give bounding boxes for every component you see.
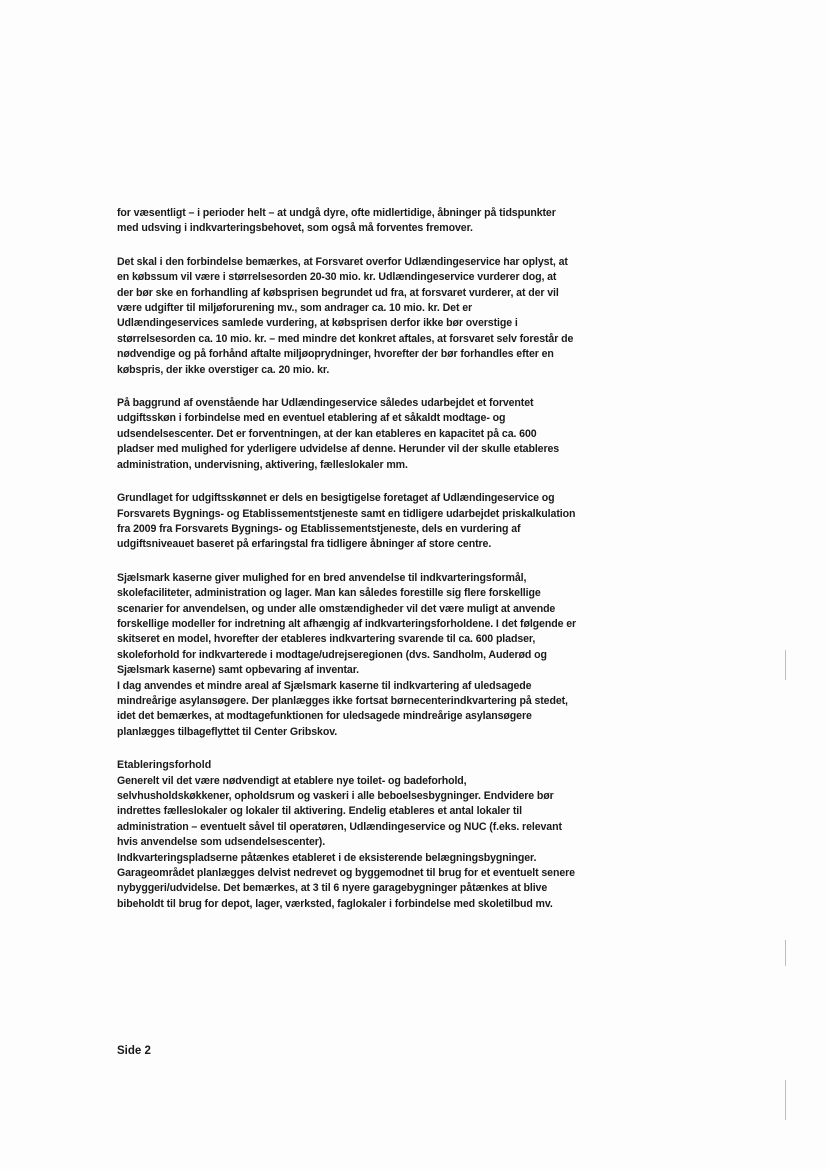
text-line: Generelt vil det være nødvendigt at etablere nye toilet- og badeforhold, [117, 774, 467, 787]
text-line: Forsvarets Bygnings- og Etablissementstjeneste samt en tidligere udarbejdet priskalkulation [117, 507, 576, 520]
text-line: Grundlaget for udgiftsskønnet er dels en besigtigelse foretaget af Udlændingeservice og [117, 492, 555, 505]
text-line: selvhusholdskøkkener, opholdsrum og vaskeri i alle beboelsesbygninger. Endvidere bør [117, 790, 554, 802]
text-line: administration – eventuelt såvel til operatøren, Udlændingeservice og NUC (f.eks. relevant [117, 820, 562, 833]
text-line: indrettes fælleslokaler og lokaler til aktivering. Endelig etableres et antal lokaler til [117, 805, 522, 818]
text-line: Det skal i den forbindelse bemærkes, at Forsvaret overfor Udlændingeservice har oplyst, at [117, 255, 568, 268]
text-line: idet det bemærkes, at modtagefunktionen for uledsagede mindreårige asylansøgere [117, 710, 532, 723]
text-line: være udgifter til miljøforurening mv., som andrager ca. 10 mio. kr. Det er [117, 302, 473, 315]
text-line: På baggrund af ovenstående har Udlændingeservice således udarbejdet et forventet [117, 397, 534, 410]
text-line: udsendelsescenter. Det er forventningen, at der kan etableres en kapacitet på ca. 600 [117, 427, 537, 440]
text-line: for væsentligt – i perioder helt – at undgå dyre, ofte midlertidige, åbninger på tidspunkter [117, 207, 556, 219]
text-line: en købssum vil være i størrelsesorden 20-30 mio. kr. Udlændingeservice vurderer dog, at [117, 271, 557, 284]
text-line: der bør ske en forhandling af købsprisen begrundet ud fra, at forsvaret vurderer, at der vil [117, 286, 559, 299]
text-line: købspris, der ikke overstiger ca. 20 mio. kr. [117, 363, 330, 376]
scan-artifact [785, 940, 786, 966]
text-line: udgiftsniveauet baseret på erfaringstal fra tidligere åbninger af store centre. [117, 538, 492, 551]
text-line: planlægges tilbageflyttet til Center Gribskov. [117, 725, 338, 738]
text-line: forskellige modeller for indretning alt afhængig af indkvarteringsforholdene. I det følgende er [117, 617, 577, 630]
scan-artifact [785, 650, 786, 680]
text-line: I dag anvendes et mindre areal af Sjælsmark kaserne til indkvartering af uledsagede [117, 679, 532, 692]
text-line: fra 2009 fra Forsvarets Bygnings- og Etablissementstjeneste, dels en vurdering af [117, 522, 521, 535]
text-line: Sjælsmark kaserne) samt opbevaring af inventar. [117, 664, 360, 677]
text-line: størrelsesorden ca. 10 mio. kr. – med mindre det konkret aftales, at forsvaret selv forestår de [117, 332, 574, 345]
text-line: med udsving i indkvarteringsbehovet, som også må forventes fremover. [117, 222, 473, 235]
text-line: nødvendige og på forhånd aftalte miljøoprydninger, hvorefter der bør forhandles efter en [117, 348, 554, 361]
text-line: Sjælsmark kaserne giver mulighed for en bred anvendelse til indkvarteringsformål, [117, 571, 527, 584]
scan-artifact [785, 1080, 786, 1120]
text-line: skitseret en model, hvorefter der etableres indkvartering svarende til ca. 600 pladser, [117, 633, 536, 646]
paragraph-3 [117, 396, 657, 473]
paragraph-1 [117, 206, 657, 237]
text-line: mindreårige asylansøgere. Der planlægges ikke fortsat børnecenterindkvartering på stedet, [117, 694, 568, 707]
paragraph-4 [117, 491, 657, 553]
text-line: Indkvarteringspladserne påtænkes etableret i de eksisterende belægningsbygninger. [117, 851, 537, 864]
text-line: bibeholdt til brug for depot, lager, værksted, faglokaler i forbindelse med skoletilbud mv. [117, 897, 553, 910]
paragraph-5 [117, 571, 657, 740]
text-line: skoleforhold for indkvarterede i modtage/udrejseregionen (dvs. Sandholm, Auderød og [117, 648, 547, 661]
page-number: Side 2 [117, 1045, 151, 1057]
text-line: Udlændingeservices samlede vurdering, at købsprisen derfor ikke bør overstige i [117, 317, 518, 330]
text-line: hvis anvendelse som udsendelsescenter). [117, 836, 326, 849]
text-line: skolefaciliteter, administration og lager. Man kan således forestille sig flere forskellige [117, 587, 541, 600]
text-line: scenarier for anvendelsen, og under alle omstændigheder vil det være muligt at anvende [117, 602, 556, 615]
document-body [117, 206, 657, 930]
section-body [117, 774, 657, 913]
section-heading: Etableringsforhold [117, 759, 212, 772]
text-line: udgiftsskøn i forbindelse med en eventuel etablering af et såkaldt modtage- og [117, 412, 506, 425]
section-etableringsforhold [117, 758, 657, 912]
text-line: pladser med mulighed for yderligere udvidelse af denne. Herunder vil der skulle etableres [117, 443, 560, 456]
text-line: administration, undervisning, aktivering, fælleslokaler mm. [117, 458, 408, 471]
paragraph-2 [117, 255, 657, 378]
text-line: Garageområdet planlægges delvist nedrevet og byggemodnet til brug for et eventuelt senere [117, 867, 575, 880]
text-line: nybyggeri/udvidelse. Det bemærkes, at 3 til 6 nyere garagebygninger påtænkes at blive [117, 882, 548, 895]
